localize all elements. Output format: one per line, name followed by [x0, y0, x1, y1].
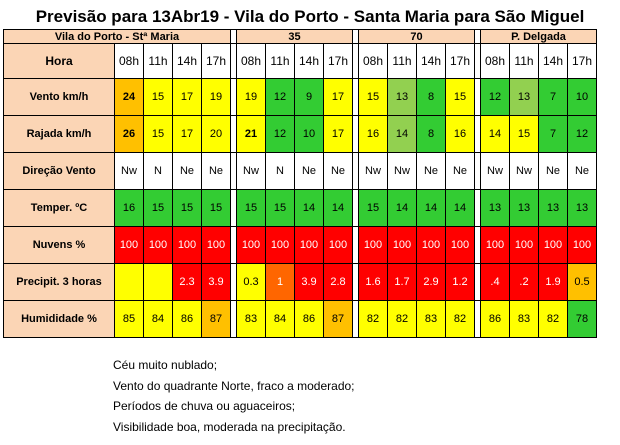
table-row: [4, 190, 597, 227]
value-cell: 13: [388, 79, 417, 116]
value-cell: 15: [446, 79, 475, 116]
value-cell: 100: [446, 227, 475, 264]
value-cell: Ne: [295, 153, 324, 190]
value-cell: 15: [202, 190, 231, 227]
value-cell: 15: [510, 116, 539, 153]
value-cell: 100: [237, 227, 266, 264]
value-cell: 100: [202, 227, 231, 264]
forecast-notes: [113, 355, 355, 437]
value-cell: 21: [237, 116, 266, 153]
value-cell: 8: [417, 79, 446, 116]
value-cell: 15: [173, 190, 202, 227]
value-cell: 26: [115, 116, 144, 153]
value-cell: 15: [144, 79, 173, 116]
value-cell: 82: [388, 301, 417, 338]
table-row: [4, 264, 597, 301]
value-cell: 24: [115, 79, 144, 116]
forecast-table: [3, 29, 597, 338]
value-cell: Ne: [202, 153, 231, 190]
hour-cell: 08h: [237, 44, 266, 79]
value-cell: 14: [324, 190, 353, 227]
value-cell: 86: [295, 301, 324, 338]
value-cell: 16: [446, 116, 475, 153]
value-cell: 85: [115, 301, 144, 338]
value-cell: 100: [324, 227, 353, 264]
row-label: Precipit. 3 horas: [4, 264, 115, 301]
value-cell: Nw: [359, 153, 388, 190]
value-cell: Ne: [417, 153, 446, 190]
value-cell: 100: [173, 227, 202, 264]
group-name: 70: [359, 30, 475, 44]
value-cell: 14: [388, 190, 417, 227]
group-name: Vila do Porto - Stª Maria: [4, 30, 231, 44]
value-cell: Nw: [237, 153, 266, 190]
value-cell: Nw: [388, 153, 417, 190]
row-label: Vento km/h: [4, 79, 115, 116]
value-cell: 82: [539, 301, 568, 338]
value-cell: 8: [417, 116, 446, 153]
value-cell: 87: [324, 301, 353, 338]
value-cell: 2.8: [324, 264, 353, 301]
value-cell: 15: [359, 79, 388, 116]
value-cell: Ne: [324, 153, 353, 190]
value-cell: 13: [568, 190, 597, 227]
value-cell: 7: [539, 116, 568, 153]
value-cell: 14: [295, 190, 324, 227]
value-cell: 78: [568, 301, 597, 338]
note-line: Períodos de chuva ou aguaceiros;: [113, 399, 296, 413]
value-cell: 84: [266, 301, 295, 338]
value-cell: Ne: [568, 153, 597, 190]
note-line: Vento do quadrante Norte, fraco a moderado;: [113, 378, 355, 393]
row-label: Rajada km/h: [4, 116, 115, 153]
hour-cell: 14h: [295, 44, 324, 79]
value-cell: 100: [568, 227, 597, 264]
value-cell: 14: [388, 116, 417, 153]
row-label: Temper. ºC: [4, 190, 115, 227]
hour-cell: 14h: [539, 44, 568, 79]
value-cell: Nw: [510, 153, 539, 190]
value-cell: 83: [510, 301, 539, 338]
value-cell: 10: [568, 79, 597, 116]
hour-cell: 08h: [359, 44, 388, 79]
value-cell: 13: [539, 190, 568, 227]
hour-cell: 14h: [417, 44, 446, 79]
value-cell: 12: [266, 79, 295, 116]
value-cell: 14: [417, 190, 446, 227]
page-title: Previsão para 13Abr19 - Vila do Porto - Santa Maria para São Miguel: [35, 7, 585, 26]
hour-cell: 11h: [510, 44, 539, 79]
value-cell: 2.9: [417, 264, 446, 301]
value-cell: 82: [446, 301, 475, 338]
value-cell: Ne: [539, 153, 568, 190]
value-cell: 100: [295, 227, 324, 264]
value-cell: 9: [295, 79, 324, 116]
value-cell: 0.3: [237, 264, 266, 301]
table-row: [4, 227, 597, 264]
table-row: [4, 301, 597, 338]
hour-cell: 11h: [144, 44, 173, 79]
value-cell: .2: [510, 264, 539, 301]
value-cell: 13: [510, 79, 539, 116]
value-cell: 17: [173, 116, 202, 153]
value-cell: [144, 264, 173, 301]
value-cell: 3.9: [202, 264, 231, 301]
value-cell: 3.9: [295, 264, 324, 301]
value-cell: 13: [510, 190, 539, 227]
value-cell: 19: [237, 79, 266, 116]
value-cell: [115, 264, 144, 301]
value-cell: 100: [266, 227, 295, 264]
value-cell: 12: [568, 116, 597, 153]
value-cell: 16: [115, 190, 144, 227]
value-cell: 83: [237, 301, 266, 338]
note-line: Céu muito nublado;: [113, 358, 218, 372]
hour-cell: 14h: [173, 44, 202, 79]
value-cell: 100: [115, 227, 144, 264]
value-cell: N: [144, 153, 173, 190]
row-label: Humididade %: [4, 301, 115, 338]
value-cell: 16: [359, 116, 388, 153]
value-cell: N: [266, 153, 295, 190]
table-row: [4, 79, 597, 116]
value-cell: 100: [388, 227, 417, 264]
value-cell: 100: [481, 227, 510, 264]
value-cell: 13: [481, 190, 510, 227]
value-cell: 86: [481, 301, 510, 338]
value-cell: Ne: [173, 153, 202, 190]
value-cell: 100: [510, 227, 539, 264]
value-cell: 15: [266, 190, 295, 227]
value-cell: 82: [359, 301, 388, 338]
forecast-table-body: [4, 30, 597, 338]
value-cell: 86: [173, 301, 202, 338]
value-cell: 87: [202, 301, 231, 338]
value-cell: Nw: [115, 153, 144, 190]
group-name: P. Delgada: [481, 30, 597, 44]
value-cell: 84: [144, 301, 173, 338]
value-cell: 17: [324, 79, 353, 116]
value-cell: 2.3: [173, 264, 202, 301]
row-label: Nuvens %: [4, 227, 115, 264]
value-cell: 14: [446, 190, 475, 227]
value-cell: 1.6: [359, 264, 388, 301]
value-cell: 15: [144, 190, 173, 227]
value-cell: .4: [481, 264, 510, 301]
value-cell: Nw: [481, 153, 510, 190]
value-cell: 100: [144, 227, 173, 264]
value-cell: 12: [481, 79, 510, 116]
value-cell: 1.9: [539, 264, 568, 301]
value-cell: Ne: [446, 153, 475, 190]
value-cell: 12: [266, 116, 295, 153]
table-row: [4, 153, 597, 190]
row-label: Direção Vento: [4, 153, 115, 190]
hour-cell: 17h: [568, 44, 597, 79]
hour-cell: 08h: [481, 44, 510, 79]
row-label: Hora: [4, 44, 115, 79]
value-cell: 19: [202, 79, 231, 116]
value-cell: 1.2: [446, 264, 475, 301]
value-cell: 15: [359, 190, 388, 227]
value-cell: 17: [324, 116, 353, 153]
value-cell: 100: [359, 227, 388, 264]
group-header-row: [4, 30, 597, 44]
group-name: 35: [237, 30, 353, 44]
hour-cell: 17h: [446, 44, 475, 79]
hour-cell: 17h: [324, 44, 353, 79]
note-line: Visibilidade boa, moderada na precipitação.: [113, 419, 346, 434]
table-row: [4, 116, 597, 153]
value-cell: 83: [417, 301, 446, 338]
value-cell: 17: [173, 79, 202, 116]
value-cell: 100: [539, 227, 568, 264]
hour-cell: 17h: [202, 44, 231, 79]
value-cell: 14: [481, 116, 510, 153]
hour-cell: 08h: [115, 44, 144, 79]
value-cell: 20: [202, 116, 231, 153]
value-cell: 7: [539, 79, 568, 116]
value-cell: 100: [417, 227, 446, 264]
hours-row: [4, 44, 597, 79]
value-cell: 1: [266, 264, 295, 301]
value-cell: 1.7: [388, 264, 417, 301]
value-cell: 15: [237, 190, 266, 227]
value-cell: 10: [295, 116, 324, 153]
hour-cell: 11h: [266, 44, 295, 79]
value-cell: 0.5: [568, 264, 597, 301]
value-cell: 15: [144, 116, 173, 153]
hour-cell: 11h: [388, 44, 417, 79]
